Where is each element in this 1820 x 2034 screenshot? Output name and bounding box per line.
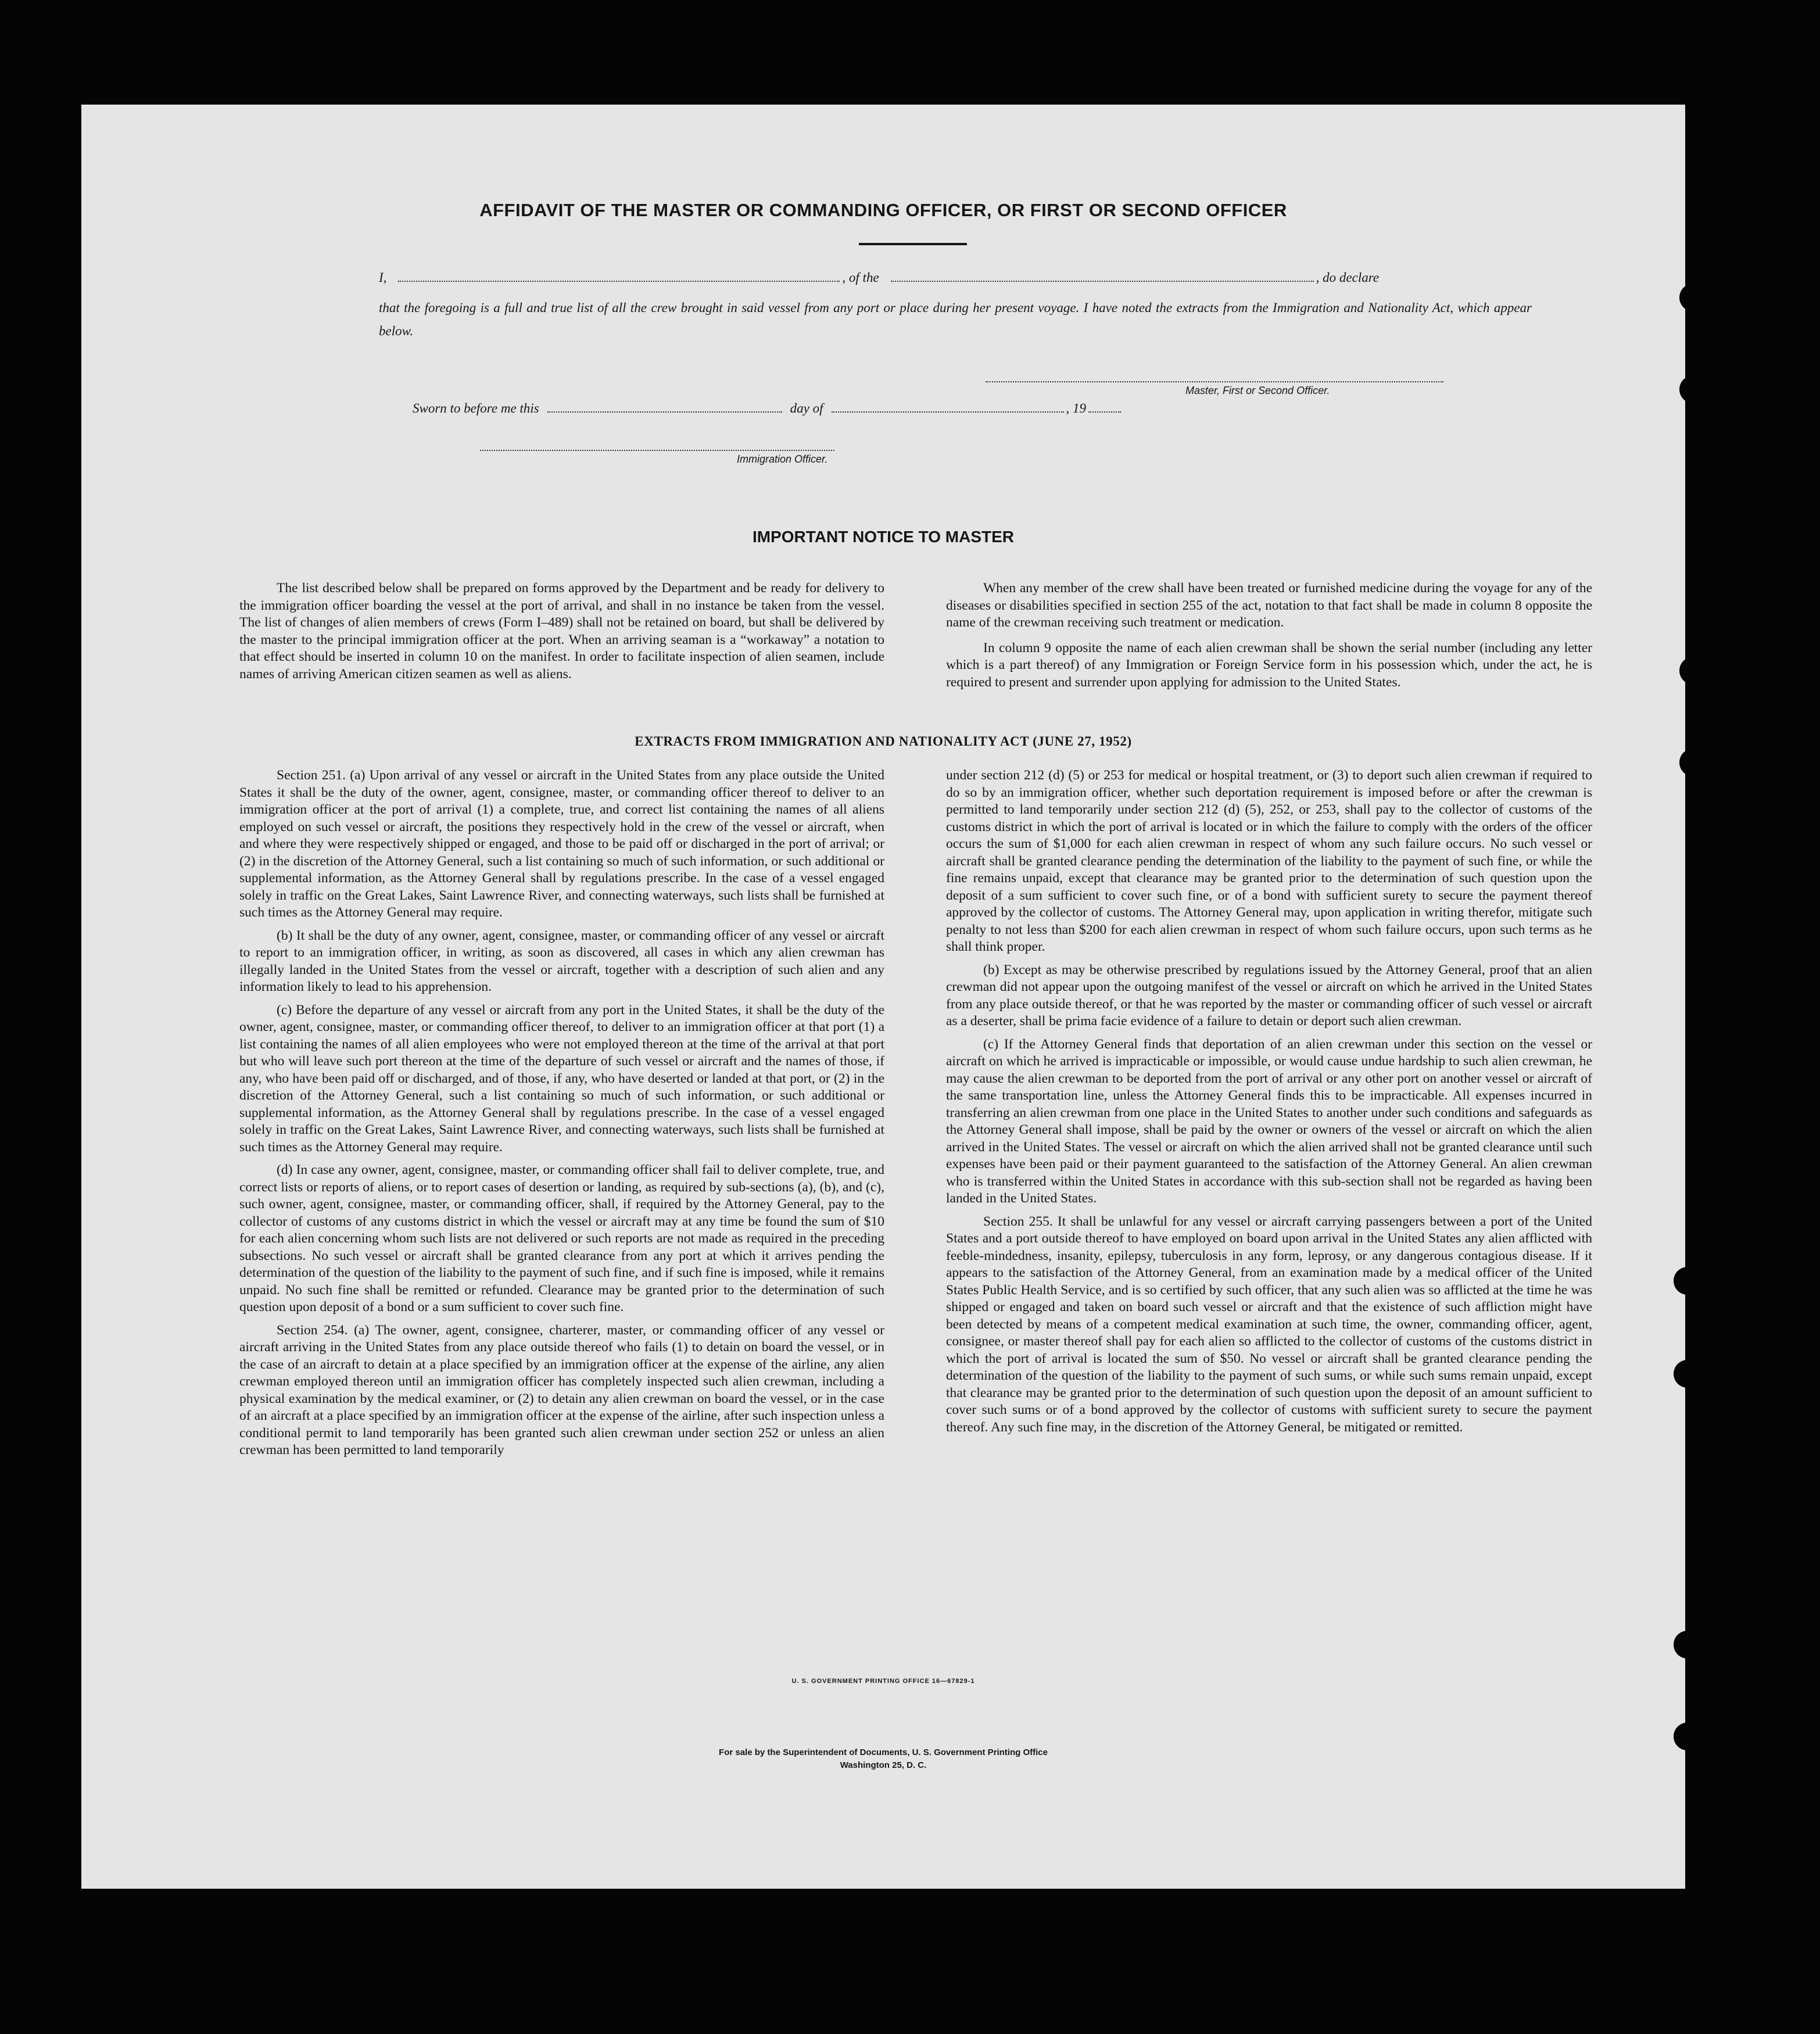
- master-signature-line[interactable]: [986, 381, 1443, 382]
- sworn-month-field[interactable]: [832, 411, 1064, 413]
- extract-paragraph: (d) In case any owner, agent, consignee, master, or commanding officer shall fail to deliver complete, true, and correct lists or reports of aliens, or to report cases of desertion or landing, as required by sub-sections (a), (b), and (c), such owner, agent, consignee, master, or commanding officer, shall, if required by the Attorney General, pay to the collector of customs of any customs district in which the vessel or aircraft may at any time be found the sum of $10 for each alien concerning whom such lists are not delivered or such reports are not made as required in the preceding subsections. No such vessel or aircraft shall be granted clearance from any port at which it arrives pending the determination of the question of the liability to the payment of such fine, and if such fine is imposed, while it remains unpaid. No such fine shall be remitted or refunded. Clearance may be granted prior to the determination of such question upon deposit of a bond or a sum sufficient to cover such fine.: [239, 1162, 884, 1315]
- declaration-i: I,: [379, 270, 387, 285]
- extracts-right-column: [946, 767, 1592, 1442]
- form-page: [81, 105, 1685, 1889]
- vessel-field[interactable]: [891, 280, 1314, 282]
- extract-paragraph: Section 254. (a) The owner, agent, consignee, charterer, master, or commanding officer of any vessel or aircraft arriving in the United States from any place outside thereof who fails (1) to detain on board the vessel, or in the case of an aircraft to detain at a place specified by an immigration officer at the expense of the airline, any alien crewman employed thereon until an immigration officer has completely inspected such alien crewman, including a physical examination by the medical examiner, or (2) to detain any alien crewman on board the vessel, or in the case of an aircraft at a place specified by an immigration officer at the expense of the airline, after such inspection unless a conditional permit to land temporarily has been granted such alien crewman under section 252 or unless an alien crewman has been permitted to land temporarily: [239, 1322, 884, 1458]
- declaration-do-declare: , do declare: [1316, 270, 1380, 285]
- sale-line: For sale by the Superintendent of Documents, U. S. Government Printing Office: [719, 1747, 1048, 1757]
- notice-right-column: [946, 580, 1592, 697]
- extract-paragraph: Section 251. (a) Upon arrival of any vessel or aircraft in the United States from any place outside the United States it shall be the duty of the owner, agent, consignee, master, or commanding officer thereof to deliver to an immigration officer at the port of arrival (1) a complete, true, and correct list containing the names of all aliens employed on such vessel or aircraft, the positions they respectively hold in the crew of the vessel or aircraft, when and where they were respectively shipped or engaged, and those to be paid off or discharged in the port of arrival; or (2) in the discretion of the Attorney General, such a list containing so much of such information, or such additional or supplemental information, as the Attorney General shall by regulations prescribe. In the case of a vessel engaged solely in traffic on the Great Lakes, Saint Lawrence River, and connecting waterways, such lists shall be furnished at such times as the Attorney General may require.: [239, 768, 884, 920]
- declaration-text: that the foregoing is a full and true list of all the crew brought in said vessel from any port or place during her present voyage. I have noted the extracts from the Immigration and Nationality Act, which appear below.: [379, 300, 1532, 338]
- extract-paragraph: (b) It shall be the duty of any owner, agent, consignee, master, or commanding officer of any vessel or aircraft to report to an immigration officer, in writing, as soon as discovered, all cases in which any alien crewman has illegally landed in the United States from the vessel or aircraft, together with a description of such alien and any information likely to lead to his apprehension.: [239, 928, 884, 994]
- sale-line: Washington 25, D. C.: [840, 1760, 927, 1770]
- extract-paragraph: under section 212 (d) (5) or 253 for medical or hospital treatment, or (3) to deport such alien crewman if required to do so by an immigration officer, whether such deportation requirement is imposed before or after the crewman is permitted to land temporarily under section 212 (d) (5), 252, or 253, shall pay to the collector of customs of the customs district in which the port of arrival is located or in which the failure to comply with the orders of the officer occurs the sum of $1,000 for each alien crewman in respect of whom any such failure occurs. No such vessel or aircraft shall be granted clearance pending the determination of the liability to the payment of such fine, or while the fine remains unpaid, except that clearance may be granted prior to the determination of such question upon the deposit of a sum sufficient to cover such fine, or of a bond with sufficient surety to secure the payment thereof approved by the collector of customs. The Attorney General may, upon application in writing therefor, mitigate such penalty to not less than $200 for each alien crewman in respect of whom such failure occurs, upon such terms as he shall think proper.: [946, 768, 1592, 954]
- sale-notice: [81, 1746, 1685, 1772]
- sworn-before-label: Sworn to before me this: [413, 401, 539, 416]
- notice-paragraph: The list described below shall be prepared on forms approved by the Department and be ready for delivery to the immigration officer boarding the vessel at the port of arrival, and shall in no instance be taken from the vessel. The list of changes of alien members of crews (Form I–489) shall not be retained on board, but shall be delivered by the master to the principal immigration officer at the port. When an arriving seaman is a “workaway” a notation to that effect should be inserted in column 10 on the manifest. In order to facilitate inspection of alien seamen, include names of arriving American citizen seamen as well as aliens.: [239, 581, 884, 682]
- notice-paragraph: When any member of the crew shall have been treated or furnished medicine during the voyage for any of the diseases or disabilities specified in section 255 of the act, notation to that fact shall be made in column 8 opposite the name of the crewman receiving such treatment or medication.: [946, 581, 1592, 630]
- binder-hole: [1679, 749, 1707, 776]
- declaration-line: [379, 270, 1532, 285]
- immigration-officer-label: Immigration Officer.: [737, 453, 828, 465]
- binder-hole: [1679, 284, 1707, 311]
- extracts-title: EXTRACTS FROM IMMIGRATION AND NATIONALITY ACT (JUNE 27, 1952): [635, 734, 1132, 749]
- affidavit-title: AFFIDAVIT OF THE MASTER OR COMMANDING OFFICER, OR FIRST OR SECOND OFFICER: [479, 200, 1287, 220]
- day-of-label: day of: [790, 401, 823, 416]
- extracts-left-column: [239, 767, 884, 1465]
- master-signature-label: Master, First or Second Officer.: [1185, 385, 1330, 396]
- notice-paragraph: In column 9 opposite the name of each alien crewman shall be shown the serial number (including any letter which is a part thereof) of any Immigration or Foreign Service form in his possession which, under the act, he is required to present and surrender upon applying for admission to the United States.: [946, 640, 1592, 690]
- notice-title: IMPORTANT NOTICE TO MASTER: [752, 528, 1015, 546]
- binder-hole: [1674, 1631, 1701, 1659]
- extract-paragraph: (c) Before the departure of any vessel or aircraft from any port in the United States, it shall be the duty of the owner, agent, consignee, master, or commanding officer thereof, to deliver to an immigration officer at that port (1) a list containing the names of all alien employees who were not employed thereon at the time of the arrival at that port but who will leave such port thereon at the time of the departure of such vessel or aircraft and the names of those, if any, who have been paid off or discharged, and of those, if any, who have deserted or landed at that port, or (2) in the discretion of the Attorney General, such a list containing so much of such information, or such additional or supplemental information, as the Attorney General shall by regulations prescribe. In the case of a vessel engaged solely in traffic on the Great Lakes, Saint Lawrence River, and connecting waterways, such lists shall be furnished at such times as the Attorney General may require.: [239, 1002, 884, 1155]
- binder-hole: [1679, 657, 1707, 685]
- extract-paragraph: (c) If the Attorney General finds that deportation of an alien crewman under this section on the vessel or aircraft on which he arrived is impracticable or impossible, or would cause undue hardship to such alien crewman, he may cause the alien crewman to be deported from the port of arrival or any other port on another vessel or aircraft of the same transportation line, unless the Attorney General finds this to be impracticable. All expenses incurred in transferring an alien crewman from one place in the United States to another under such conditions and safeguards as the Attorney General shall impose, shall be paid by the owner or owners of the vessel or aircraft on which the alien arrived in the United States. The vessel or aircraft on which the alien arrived shall not be granted clearance until such expenses have been paid or their payment guaranteed to the satisfaction of the Attorney General. An alien crewman who is transferred within the United States in accordance with this sub-section shall not be regarded as having been landed in the United States.: [946, 1036, 1592, 1206]
- binder-hole: [1674, 1360, 1701, 1388]
- sworn-day-field[interactable]: [547, 411, 782, 413]
- extract-paragraph: Section 255. It shall be unlawful for any vessel or aircraft carrying passengers between a port of the United States and a port outside thereof to have employed on board upon arrival in the United States any alien afflicted with feeble-mindedness, insanity, epilepsy, tuberculosis in any form, leprosy, or any dangerous contagious disease. If it appears to the satisfaction of the Attorney General, from an examination made by a medical officer of the United States Public Health Service, and is so certified by such officer, that any such alien was so afflicted at the time he was shipped or engaged and taken on board such vessel or aircraft and that the existence of such affliction might have been detected by means of a competent medical examination at such time, the owner, commanding officer, agent, consignee, or master thereof shall pay for each alien so afflicted to the collector of customs of the customs district in which the port of arrival is located the sum of $50. No vessel or aircraft shall be granted clearance pending the determination of the question of the liability to the payment of such sums, or while such sums remain unpaid, except that clearance may be granted prior to the determination of such question upon the deposit of an amount sufficient to cover such sums or of a bond approved by the collector of customs with sufficient surety to secure the payment thereof. Any such fine may, in the discretion of the Attorney General, be mitigated or remitted.: [946, 1213, 1592, 1435]
- sworn-year-field[interactable]: [1088, 411, 1121, 413]
- sworn-line: [413, 401, 1121, 416]
- declaration-of-the: , of the: [842, 270, 879, 285]
- binder-hole: [1674, 1723, 1701, 1750]
- title-underline: [859, 243, 967, 245]
- binder-hole: [1679, 375, 1707, 403]
- year-prefix-label: , 19: [1066, 401, 1086, 416]
- binder-hole: [1674, 1267, 1701, 1295]
- extract-paragraph: (b) Except as may be otherwise prescribed by regulations issued by the Attorney General, proof that an alien crewman did not appear upon the outgoing manifest of the vessel or aircraft on which he arrived in the United States from any place outside thereof, or that he was reported by the master or commanding officer of such vessel or aircraft as a deserter, shall be prima facie evidence of a failure to detain or deport such alien crewman.: [946, 962, 1592, 1029]
- notice-left-column: [239, 580, 884, 687]
- name-field[interactable]: [398, 280, 840, 282]
- immigration-officer-signature-line[interactable]: [480, 450, 834, 451]
- gpo-imprint: U. S. GOVERNMENT PRINTING OFFICE 16—67829-1: [791, 1678, 975, 1685]
